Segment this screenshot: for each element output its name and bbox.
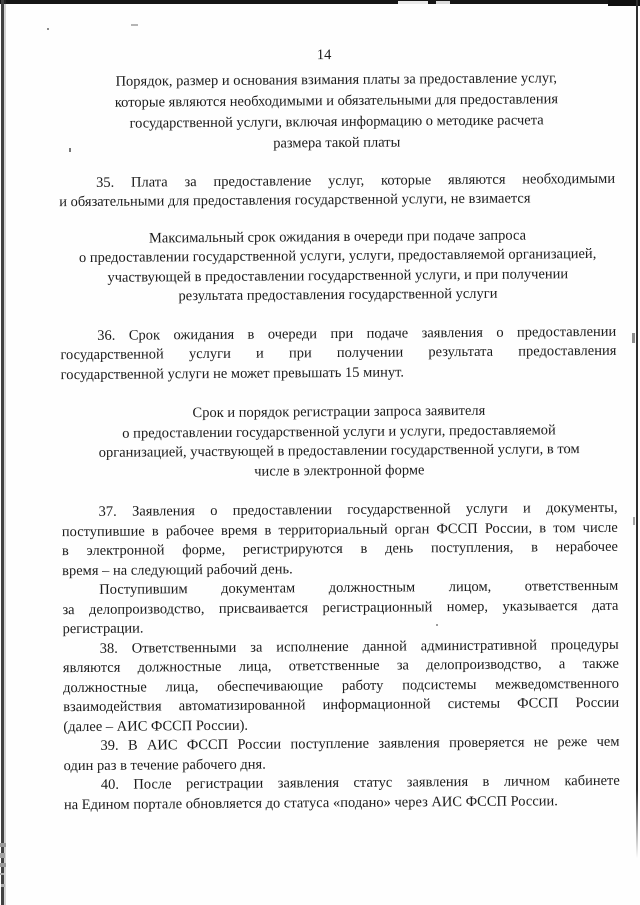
heading-line: которые являются необходимыми и обязательными для предоставления: [114, 90, 559, 111]
scan-artifact-top-gap: [398, 1, 428, 4]
paragraph-35: [59, 169, 615, 212]
scan-artifact-bottom-left-dash: [0, 863, 6, 867]
scan-artifact-right-tick: [633, 517, 635, 525]
paragraph-39: [63, 733, 619, 776]
heading-line: о предоставлении государственной услуги, услуги, предоставляемой организацией,: [78, 245, 597, 267]
scan-artifact-right-tick: [632, 333, 635, 343]
heading-line: организацией, участвующей в предоставлении государственной услуги, в том: [98, 441, 580, 461]
scan-speck: [131, 24, 138, 26]
scan-artifact-bottom-left-dash: [0, 873, 4, 875]
text-line: 36. Срок ожидания в очереди при подаче заявления о предоставлении: [97, 323, 617, 344]
paragraph-37-continued: [62, 577, 618, 640]
scan-artifact-bottom-left-dash: [0, 843, 6, 847]
text-line: в электронной форме, регистрируются в день поступления, в нерабочее: [61, 538, 619, 560]
heading-line: Максимальный срок ожидания в очереди при подаче запроса: [148, 227, 527, 246]
text-line: поступившие в рабочее время в территориальный орган ФССП России, в том числе: [61, 519, 618, 540]
text-line: (далее – АИС ФССП России).: [63, 717, 249, 735]
text-line: за делопроизводство, присваивается регистрационный номер, указывается дата: [62, 597, 619, 618]
document-content: [58, 44, 620, 815]
scan-artifact-right-edge: [636, 0, 638, 858]
text-line: Поступившим документам должностным лицом, ответственным: [99, 577, 619, 598]
heading-registration-term: [61, 401, 618, 483]
scan-speck: [47, 28, 49, 30]
text-line: время – на следующий рабочий день.: [62, 560, 293, 579]
heading-line: государственной услуги, включая информацию о методике расчета: [129, 111, 544, 132]
heading-line: участвующей в предоставлении государственной услуги, и при получении: [107, 265, 569, 286]
paragraph-36: [60, 322, 616, 385]
scan-artifact-top-edge: [0, 0, 640, 4]
text-line: государственной услуги и при получении результата предоставления: [60, 342, 617, 364]
text-line: 40. После регистрации заявления статус заявления в личном кабинете: [100, 772, 620, 793]
heading-line: размера такой платы: [273, 133, 401, 151]
text-line: 39. В АИС ФССП России поступление заявления проверяется не реже чем: [100, 733, 620, 754]
heading-line: Порядок, размер и основания взимания платы за предоставление услуг,: [115, 69, 558, 90]
text-line: являются должностные лица, ответственные за делопроизводство, а также: [62, 655, 619, 677]
heading-line: числе в электронной форме: [254, 461, 425, 480]
scan-artifact-left-edge: [1, 0, 4, 905]
text-line: 38. Ответственными за исполнение данной административной процедуры: [99, 636, 619, 657]
text-line: должностные лица, обеспечивающие работу подсистемы межведомственного: [62, 675, 620, 696]
text-line: взаимодействия автоматизированной информационной системы ФССП России: [63, 694, 620, 716]
text-line: один раз в течение рабочего дня.: [63, 756, 266, 774]
scan-artifact-bottom-left-dash: [0, 853, 5, 858]
text-line: регистрации.: [62, 620, 144, 638]
heading-payment-order: [58, 67, 615, 155]
heading-max-waiting-time: [59, 225, 616, 307]
paragraph-37: [62, 499, 619, 581]
paragraph-38: [63, 635, 620, 737]
paragraph-40: [64, 772, 620, 815]
heading-line: о предоставлении государственной услуги и услуги, предоставляемой: [122, 421, 556, 442]
text-line: и обязательными для предоставления государственной услуги, не взимается: [59, 190, 531, 211]
text-line: 35. Плата за предоставление услуг, которые являются необходимыми: [96, 170, 616, 191]
page-number: 14: [316, 47, 332, 64]
scan-artifact-top-gap: [436, 1, 450, 4]
text-line: государственной услуги не может превышать 15 минут.: [60, 363, 404, 383]
text-line: 37. Заявления о предоставлении государственной услуги и документы,: [98, 499, 618, 520]
scan-artifact-bottom-left-dash: [1, 884, 5, 887]
heading-line: результата предоставления государственной услуги: [178, 285, 498, 305]
text-line: на Едином портале обновляется до статуса «подано» через АИС ФССП России.: [63, 792, 558, 813]
heading-line: Срок и порядок регистрации запроса заявителя: [192, 402, 486, 422]
